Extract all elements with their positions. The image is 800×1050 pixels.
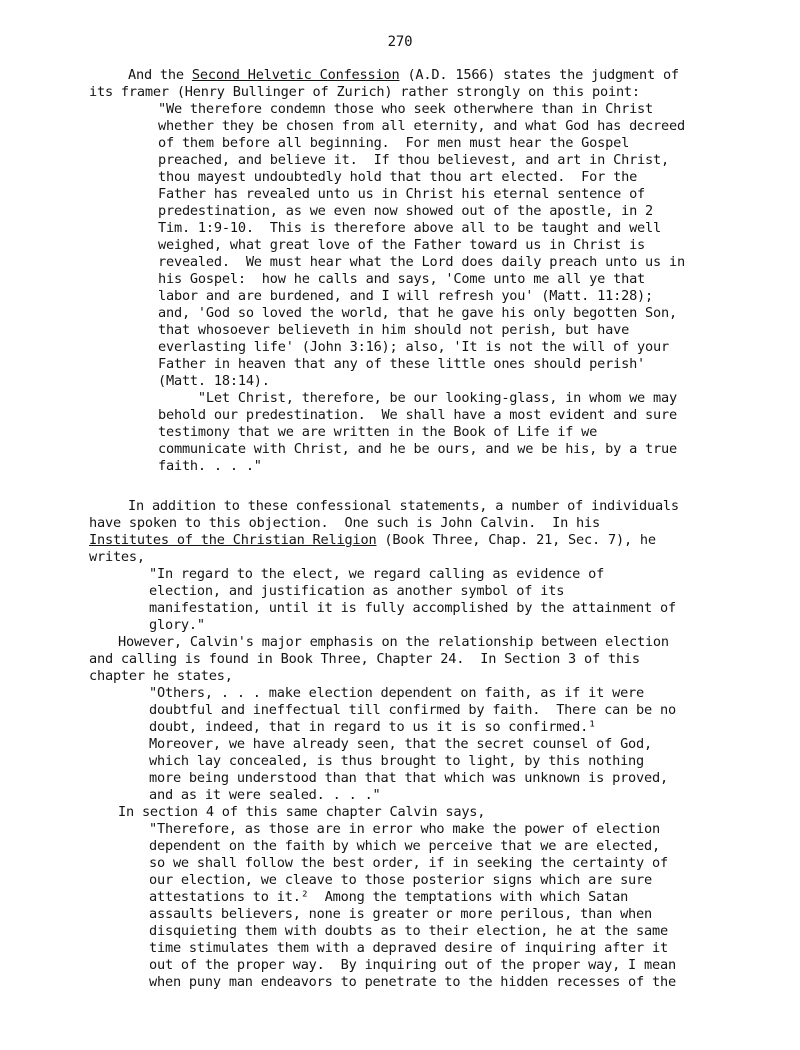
text-line (149, 906, 652, 923)
text-line (149, 889, 628, 906)
text-line (158, 424, 597, 441)
text-line (158, 288, 653, 305)
text-line (149, 736, 652, 753)
text-line (128, 67, 679, 84)
text-line (158, 356, 645, 373)
text-line (149, 770, 668, 787)
text-line (158, 390, 677, 407)
text-span: labor and are burdened, and I will refresh you' (Matt. 11:28); (158, 288, 654, 304)
text-span: have spoken to this objection. One such is John Calvin. In his (89, 515, 600, 531)
text-line (149, 617, 205, 634)
text-line (149, 600, 676, 617)
text-line (89, 532, 656, 549)
text-span: (Book Three, Chap. 21, Sec. 7), he (376, 532, 656, 548)
text-line (158, 118, 685, 135)
text-span: when puny man endeavors to penetrate to the hidden recesses of the (149, 974, 676, 990)
text-span: In addition to these confessional statements, a number of individuals (128, 498, 679, 514)
text-line (158, 458, 262, 475)
text-span: dependent on the faith by which we perceive that we are elected, (149, 838, 660, 854)
text-line (158, 254, 685, 271)
text-span: "Others, . . . make election dependent on faith, as if it were (149, 685, 645, 701)
text-span: writes, (89, 549, 145, 565)
text-line (149, 957, 676, 974)
text-span: "Therefore, as those are in error who make the power of election (149, 821, 660, 837)
text-span: Tim. 1:9-10. This is therefore above all to be taught and well (158, 220, 662, 236)
text-span: his Gospel: how he calls and says, 'Come unto me all ye that (158, 271, 646, 287)
text-line (89, 515, 600, 532)
text-span: more being understood than that that which was unknown is proved, (149, 770, 668, 786)
text-line (149, 974, 676, 991)
text-span: predestination, as we even now showed out of the apostle, in 2 (158, 203, 654, 219)
text-line (89, 651, 640, 668)
text-span: doubt, indeed, that in regard to us it is so confirmed.¹ (149, 719, 597, 735)
text-line (158, 186, 645, 203)
text-line (89, 549, 145, 566)
text-span: its framer (Henry Bullinger of Zurich) rather strongly on this point: (89, 84, 640, 100)
text-span: thou mayest undoubtedly hold that thou art elected. For the (158, 169, 638, 185)
text-line (158, 101, 653, 118)
text-span: However, Calvin's major emphasis on the relationship between election (118, 634, 669, 650)
text-line (89, 84, 640, 101)
underlined-title: Institutes of the Christian Religion (89, 532, 377, 548)
text-line (149, 719, 596, 736)
text-line (149, 583, 564, 600)
text-span: faith. . . ." (158, 458, 262, 474)
text-line (158, 135, 629, 152)
text-span: whether they be chosen from all eternity, and what God has decreed (158, 118, 685, 134)
underlined-title: Second Helvetic Confession (191, 67, 400, 83)
text-line (158, 322, 629, 339)
text-line (89, 668, 233, 685)
text-line (149, 855, 668, 872)
text-span: communicate with Christ, and he be ours, and we be his, by a true (158, 441, 677, 457)
text-span: and calling is found in Book Three, Chapter 24. In Section 3 of this (89, 651, 640, 667)
text-span: our election, we cleave to those posterior signs which are sure (149, 872, 653, 888)
text-span: Father in heaven that any of these little ones should perish' (158, 356, 646, 372)
text-span: and as it were sealed. . . ." (149, 787, 381, 803)
text-line (158, 441, 677, 458)
text-line (149, 872, 652, 889)
text-line (158, 373, 270, 390)
text-span: glory." (149, 617, 205, 633)
text-line (158, 220, 661, 237)
text-span: doubtful and ineffectual till confirmed by faith. There can be no (149, 702, 676, 718)
text-span: testimony that we are written in the Book of Life if we (158, 424, 598, 440)
text-line (149, 940, 668, 957)
text-line (158, 407, 677, 424)
text-span: "Let Christ, therefore, be our looking-glass, in whom we may (158, 390, 677, 406)
text-span: chapter he states, (89, 668, 233, 684)
text-span: (A.D. 1566) states the judgment of (399, 67, 679, 83)
text-line (118, 804, 485, 821)
text-span: revealed. We must hear what the Lord does daily preach unto us in (158, 254, 685, 270)
text-span: election, and justification as another symbol of its (149, 583, 565, 599)
page-number: 270 (387, 34, 413, 50)
text-span: Moreover, we have already seen, that the secret counsel of God, (149, 736, 653, 752)
text-line (149, 702, 676, 719)
text-span: attestations to it.² Among the temptations with which Satan (149, 889, 629, 905)
text-span: "In regard to the elect, we regard calling as evidence of (149, 566, 605, 582)
text-span: everlasting life' (John 3:16); also, 'It is not the will of your (158, 339, 669, 355)
text-span: which lay concealed, is thus brought to light, by this nothing (149, 753, 645, 769)
text-line (158, 203, 653, 220)
text-span: time stimulates them with a depraved desire of inquiring after it (149, 940, 668, 956)
text-span: And the (128, 67, 192, 83)
text-line (158, 169, 637, 186)
text-line (158, 152, 669, 169)
text-line (149, 753, 644, 770)
text-span: that whosoever believeth in him should not perish, but have (158, 322, 630, 338)
text-span: disquieting them with doubts as to their election, he at the same (149, 923, 668, 939)
text-span: and, 'God so loved the world, that he gave his only begotten Son, (158, 305, 677, 321)
text-span: so we shall follow the best order, if in seeking the certainty of (149, 855, 668, 871)
text-line (149, 838, 660, 855)
text-span: out of the proper way. By inquiring out of the proper way, I mean (149, 957, 676, 973)
text-span: "We therefore condemn those who seek otherwhere than in Christ (158, 101, 654, 117)
text-span: preached, and believe it. If thou believest, and art in Christ, (158, 152, 669, 168)
text-span: of them before all beginning. For men must hear the Gospel (158, 135, 630, 151)
text-line (118, 634, 669, 651)
text-line (158, 305, 677, 322)
text-span: assaults believers, none is greater or more perilous, than when (149, 906, 653, 922)
text-line (149, 923, 668, 940)
text-line (149, 685, 644, 702)
text-span: manifestation, until it is fully accomplished by the attainment of (149, 600, 676, 616)
text-span: Father has revealed unto us in Christ his eternal sentence of (158, 186, 646, 202)
text-line (128, 498, 679, 515)
text-line (158, 339, 669, 356)
text-line (149, 787, 381, 804)
text-line (149, 566, 604, 583)
text-line (158, 271, 645, 288)
text-line (158, 237, 645, 254)
text-span: (Matt. 18:14). (158, 373, 270, 389)
text-line (149, 821, 660, 838)
text-span: In section 4 of this same chapter Calvin says, (118, 804, 486, 820)
text-span: behold our predestination. We shall have a most evident and sure (158, 407, 677, 423)
text-span: weighed, what great love of the Father toward us in Christ is (158, 237, 646, 253)
